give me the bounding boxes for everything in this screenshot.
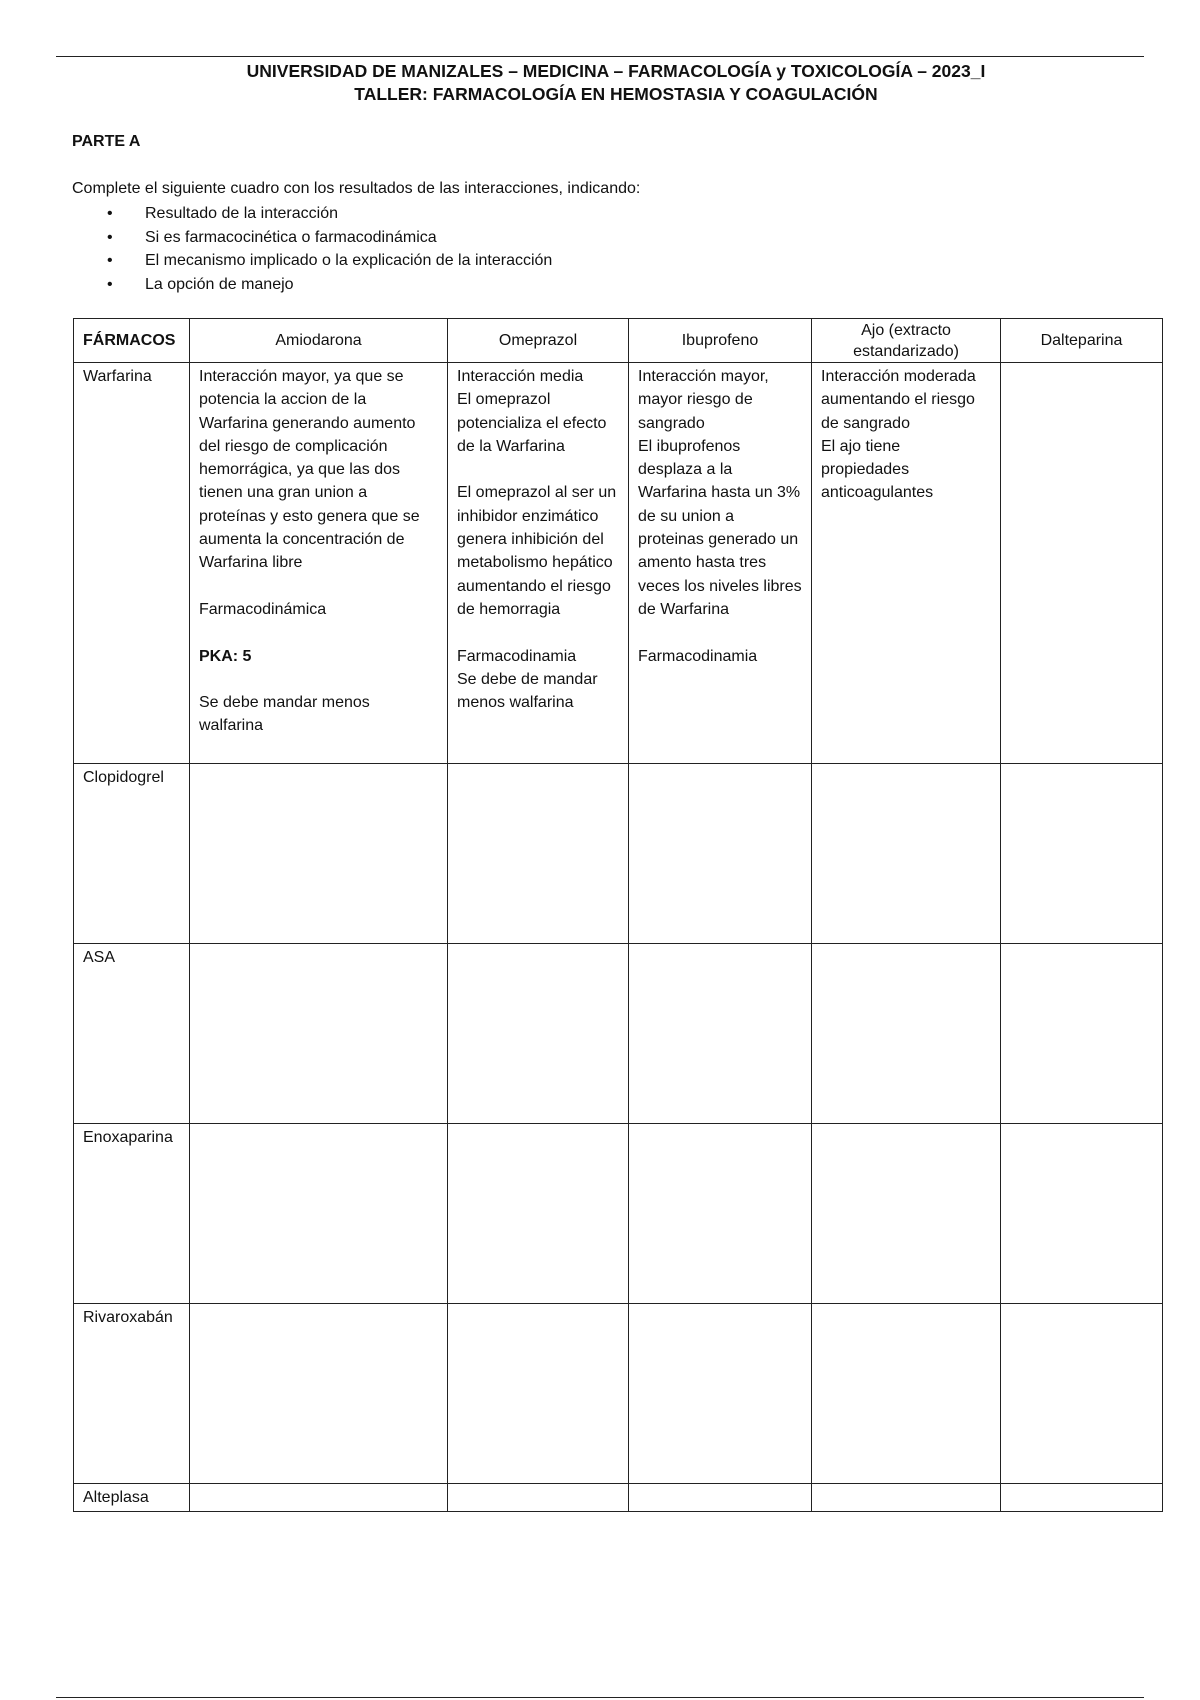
cell-alteplasa-dalteparina[interactable]	[1001, 1484, 1163, 1512]
interactions-table	[73, 318, 1163, 1512]
instruction-item: • Si es farmacocinética o farmacodinámica	[72, 226, 552, 250]
cell-alteplasa-omeprazol[interactable]	[448, 1484, 629, 1512]
cell-clopidogrel-dalteparina[interactable]	[1001, 764, 1163, 944]
cell-rivaroxaban-omeprazol[interactable]	[448, 1304, 629, 1484]
cell-clopidogrel-ibuprofeno[interactable]	[629, 764, 812, 944]
table-row-warfarina	[74, 363, 1163, 764]
part-title: PARTE A	[72, 133, 141, 150]
document-header	[56, 60, 1176, 106]
cell-text: Interacción media	[457, 368, 584, 385]
cell-alteplasa-ajo[interactable]	[812, 1484, 1001, 1512]
cell-text: Farmacodinamia	[457, 647, 577, 665]
row-label-asa: ASA	[74, 944, 190, 1124]
table-row-enoxaparina	[74, 1124, 1163, 1304]
cell-warfarina-ibuprofeno[interactable]	[629, 363, 812, 764]
table-row-alteplasa	[74, 1484, 1163, 1512]
row-label-warfarina: Warfarina	[74, 363, 190, 764]
cell-enoxaparina-dalteparina[interactable]	[1001, 1124, 1163, 1304]
col-header-ibuprofeno: Ibuprofeno	[629, 319, 812, 363]
cell-text: El omeprazol potencializa el efecto de la Warfarina	[457, 391, 607, 455]
cell-rivaroxaban-dalteparina[interactable]	[1001, 1304, 1163, 1484]
cell-text: Interacción mayor, ya que se potencia la accion de la Warfarina generando aumento del riesgo de complicación hemorrágica, ya que las dos tienen una gran union a proteínas y esto genera que se aumenta la concentración de Warfarina libre	[199, 368, 420, 572]
top-rule	[56, 56, 1144, 57]
intro-text: Complete el siguiente cuadro con los resultados de las interacciones, indicando:	[72, 180, 641, 197]
cell-asa-ibuprofeno[interactable]	[629, 944, 812, 1124]
cell-text: Se debe de mandar menos walfarina	[457, 670, 598, 712]
bottom-rule	[56, 1697, 1144, 1698]
cell-text: Interacción moderada aumentando el riesgo de sangrado	[821, 368, 976, 432]
cell-text: El ibuprofenos desplaza a la Warfarina hasta un 3% de su union a proteinas generado un amento hasta tres veces los niveles libres de Warfarina	[638, 437, 802, 618]
col-header-amiodarona: Amiodarona	[190, 319, 448, 363]
cell-asa-amiodarona[interactable]	[190, 944, 448, 1124]
col-header-farmacos: FÁRMACOS	[74, 319, 190, 363]
cell-rivaroxaban-ibuprofeno[interactable]	[629, 1304, 812, 1484]
cell-clopidogrel-omeprazol[interactable]	[448, 764, 629, 944]
header-line-2: TALLER: FARMACOLOGÍA EN HEMOSTASIA Y COAGULACIÓN	[354, 84, 878, 104]
table-row-clopidogrel	[74, 764, 1163, 944]
cell-asa-omeprazol[interactable]	[448, 944, 629, 1124]
cell-alteplasa-amiodarona[interactable]	[190, 1484, 448, 1512]
cell-text: El ajo tiene propiedades anticoagulantes	[821, 437, 934, 502]
cell-enoxaparina-ibuprofeno[interactable]	[629, 1124, 812, 1304]
instruction-item: • El mecanismo implicado o la explicación de la interacción	[72, 249, 552, 273]
cell-warfarina-omeprazol[interactable]	[448, 363, 629, 764]
col-header-omeprazol: Omeprazol	[448, 319, 629, 363]
row-label-clopidogrel: Clopidogrel	[74, 764, 190, 944]
col-header-dalteparina: Dalteparina	[1001, 319, 1163, 363]
cell-text: El omeprazol al ser un inhibidor enzimático genera inhibición del metabolismo hepático aumentando el riesgo de hemorragia	[457, 484, 617, 618]
instructions-list	[72, 202, 552, 296]
col-header-ajo: Ajo (extracto estandarizado)	[812, 319, 1001, 363]
instruction-item: • Resultado de la interacción	[72, 202, 552, 226]
cell-warfarina-dalteparina[interactable]	[1001, 363, 1163, 764]
cell-text-pka: PKA: 5	[199, 647, 252, 665]
cell-rivaroxaban-amiodarona[interactable]	[190, 1304, 448, 1484]
cell-text: Se debe mandar menos walfarina	[199, 694, 370, 735]
cell-text: Interacción mayor, mayor riesgo de sangrado	[638, 368, 769, 432]
cell-rivaroxaban-ajo[interactable]	[812, 1304, 1001, 1484]
cell-clopidogrel-ajo[interactable]	[812, 764, 1001, 944]
header-line-1: UNIVERSIDAD DE MANIZALES – MEDICINA – FARMACOLOGÍA y TOXICOLOGÍA – 2023_I	[246, 61, 986, 81]
cell-enoxaparina-omeprazol[interactable]	[448, 1124, 629, 1304]
cell-warfarina-amiodarona[interactable]	[190, 363, 448, 764]
instruction-item: • La opción de manejo	[72, 273, 552, 297]
cell-text: Farmacodinamia	[638, 647, 758, 665]
cell-alteplasa-ibuprofeno[interactable]	[629, 1484, 812, 1512]
row-label-rivaroxaban: Rivaroxabán	[74, 1304, 190, 1484]
cell-enoxaparina-amiodarona[interactable]	[190, 1124, 448, 1304]
table-header-row	[74, 319, 1163, 363]
table-row-asa	[74, 944, 1163, 1124]
cell-asa-dalteparina[interactable]	[1001, 944, 1163, 1124]
cell-warfarina-ajo[interactable]	[812, 363, 1001, 764]
cell-asa-ajo[interactable]	[812, 944, 1001, 1124]
cell-enoxaparina-ajo[interactable]	[812, 1124, 1001, 1304]
table-row-rivaroxaban	[74, 1304, 1163, 1484]
cell-clopidogrel-amiodarona[interactable]	[190, 764, 448, 944]
row-label-alteplasa: Alteplasa	[74, 1484, 190, 1512]
cell-text: Farmacodinámica	[199, 600, 327, 618]
row-label-enoxaparina: Enoxaparina	[74, 1124, 190, 1304]
